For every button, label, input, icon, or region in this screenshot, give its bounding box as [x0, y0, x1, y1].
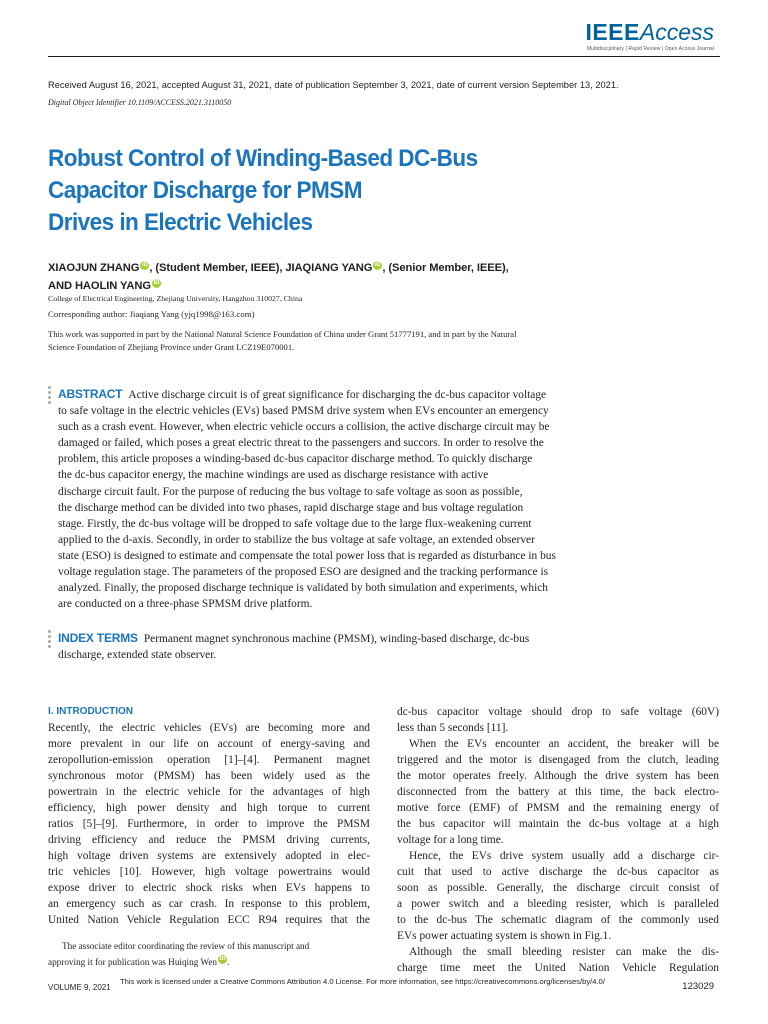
body-line: zeropollution-emission operation [1]–[4]. Permanent magnet: [48, 754, 370, 766]
author-role: , (Senior Member, IEEE),: [382, 262, 509, 274]
brand-bold: IEEE: [585, 19, 640, 45]
abstract-line: are conducted on a three-phase SPMSM drive platform.: [58, 598, 313, 611]
section-heading: I. INTRODUCTION: [48, 706, 133, 717]
author-role: , (Student Member, IEEE),: [149, 262, 286, 274]
body-line: tric vehicles [10]. However, high voltage powertrains would: [48, 866, 370, 878]
footnote-line: The associate editor coordinating the review of this manuscript and: [62, 941, 310, 951]
corresponding-author: Corresponding author: Jiaqiang Yang (yjq1998@163.com): [48, 309, 255, 319]
abstract-line: the discharge method can be divided into two phases, rapid discharge stage and bus voltage regulation: [58, 501, 524, 514]
volume-label: VOLUME 9, 2021: [48, 983, 111, 992]
funding-note: [48, 328, 688, 354]
body-column-right: [397, 704, 719, 976]
abstract-line: discharge circuit fault. For the purpose of reducing the bus voltage to safe voltage as soon as possible,: [58, 485, 523, 498]
brand-italic: Access: [639, 19, 714, 45]
body-line: the bus capacitor will maintain the dc-bus voltage at a high: [397, 818, 719, 830]
body-line: expose driver to electric shock risks when EVs happens to: [48, 882, 370, 894]
page-number: 123029: [682, 981, 714, 992]
body-line: the motor operates freely. Although the drive system has been: [397, 770, 719, 782]
body-line: driving efficiency and reduce the PMSM driving currents,: [48, 834, 370, 846]
abstract: [58, 386, 718, 612]
abstract-line: applied to the d-axis. Secondly, in order to stabilize the bus voltage at safe voltage, an extended observer: [58, 533, 535, 546]
title-line: Drives in Electric Vehicles: [48, 209, 313, 236]
footnote-line: approving it for publication was Huiqing Wen: [48, 957, 218, 967]
body-line: an emergency such as car crash. In response to this problem,: [48, 898, 370, 910]
body-line: ratios [5]–[9]. Furthermore, in order to improve the PMSM: [48, 818, 370, 830]
abstract-line: analyzed. Finally, the proposed discharge technique is validated by both simulation and experiments, which: [58, 582, 548, 595]
body-line: high voltage driven systems are extensively adopted in elec-: [48, 850, 370, 862]
body-line: motive force (EMF) of PMSM and the remaining energy of: [397, 802, 719, 814]
body-line: United Nation Vehicle Regulation ECC R94 requires that the: [48, 914, 370, 926]
body-line: EVs power actuating system is shown in Fig.1.: [397, 930, 612, 942]
body-line: dc-bus capacitor voltage should drop to safe voltage (60V): [397, 706, 719, 718]
journal-logo: [585, 20, 714, 52]
affiliation: College of Electrical Engineering, Zhejiang University, Hangzhou 310027, China: [48, 294, 303, 303]
editor-footnote: The associate editor coordinating the review of this manuscript and approving it for publication was Huiqing Wen iD .: [48, 938, 370, 970]
body-line: charge time meet the United Nation Vehicle Regulation: [397, 962, 719, 974]
body-line: powertrain in the electric vehicle for the advantages of high: [48, 786, 370, 798]
body-line: less than 5 seconds [11].: [397, 722, 509, 734]
abstract-line: the dc-bus capacitor energy, the machine windings are used as discharge resistance with active: [58, 469, 489, 482]
journal-tagline: Multidisciplinary | Rapid Review | Open Access Journal: [587, 46, 714, 52]
abstract-line: such as a crash event. However, when electric vehicle occurs a collision, the active discharge circuit may be: [58, 421, 550, 434]
abstract-line: problem, this article proposes a winding-based dc-bus capacitor discharge method. To quickly discharge: [58, 453, 533, 466]
author-list: [48, 259, 728, 295]
orcid-icon[interactable]: iD: [219, 956, 226, 962]
body-line: to the dc-bus The schematic diagram of the commonly used: [397, 914, 719, 926]
funding-line: This work was supported in part by the National Natural Science Foundation of China under Grant 51777191, and in part by the Natural: [48, 329, 517, 339]
abstract-line: stage. Firstly, the dc-bus voltage will be dropped to safe voltage due to the large flux-weakening current: [58, 517, 532, 530]
received-dates: Received August 16, 2021, accepted August 31, 2021, date of publication September 3, 2021, date of current version September 13, 2021.: [48, 80, 619, 90]
abstract-line: Active discharge circuit is of great significance for discharging the dc-bus capacitor voltage: [128, 389, 547, 401]
abstract-line: damaged or failed, which poses a great electric threat to the passengers and succors. In order to resolve the: [58, 437, 544, 450]
index-terms-line: discharge, extended state observer.: [58, 649, 217, 662]
body-line: Although the small bleeding resister can make the dis-: [409, 946, 719, 958]
header-divider: [48, 56, 720, 57]
license-note[interactable]: This work is licensed under a Creative Commons Attribution 4.0 License. For more information, see https://creativecommons.org/licenses/by/4.0/: [120, 977, 605, 986]
index-terms: [58, 630, 718, 663]
body-line: voltage for a long time.: [397, 834, 504, 846]
body-line: soon as possible. Generally, the discharge circuit consist of: [397, 882, 719, 894]
abstract-label: ABSTRACT: [58, 387, 123, 401]
abstract-line: state (ESO) is designed to estimate and compensate the total power loss that is regarded as disturbance in bus: [58, 549, 556, 562]
orcid-icon[interactable]: iD: [153, 280, 160, 286]
author-name[interactable]: AND HAOLIN YANG: [48, 280, 151, 292]
body-line: synchronous motor (PMSM) has been widely used as the: [48, 770, 370, 782]
body-line: a power switch and a bleeding resister, which is paralleled: [397, 898, 719, 910]
orcid-icon[interactable]: iD: [141, 262, 148, 268]
abstract-line: voltage regulation stage. The parameters of the proposed ESO are designed and the tracking performance is: [58, 566, 549, 579]
body-line: disconnected from the battery at this time, the back electro-: [397, 786, 719, 798]
body-line: Recently, the electric vehicles (EVs) are becoming more and: [48, 722, 370, 734]
body-line: triggered and the motor is disengaged from the clutch, leading: [397, 754, 719, 766]
index-terms-marker-icon: [48, 630, 51, 650]
abstract-line: to safe voltage in the electric vehicles (EVs) based PMSM drive system when EVs encounter an emergency: [58, 405, 549, 418]
paper-title: [48, 143, 637, 239]
funding-line: Science Foundation of Zhejiang Province under Grant LCZ19E070001.: [48, 342, 295, 352]
index-terms-line: Permanent magnet synchronous machine (PMSM), winding-based discharge, dc-bus: [143, 633, 530, 645]
body-column-left: [48, 704, 370, 928]
body-line: efficiency, high power density and high torque to current: [48, 802, 370, 814]
orcid-icon[interactable]: iD: [374, 262, 381, 268]
title-line: Capacitor Discharge for PMSM: [48, 177, 362, 204]
body-line: more prevalent in our life on account of energy-saving and: [48, 738, 370, 750]
index-terms-label: INDEX TERMS: [58, 631, 138, 645]
doi-line: Digital Object Identifier 10.1109/ACCESS.2021.3110050: [48, 98, 232, 107]
body-line: Hence, the EVs drive system usually add a discharge cir-: [409, 850, 719, 862]
body-line: When the EVs encounter an accident, the breaker will be: [409, 738, 719, 750]
abstract-marker-icon: [48, 386, 51, 406]
author-name[interactable]: XIAOJUN ZHANG: [48, 262, 140, 274]
author-name[interactable]: JIAQIANG YANG: [285, 262, 373, 274]
body-line: cuit that used to active discharge the dc-bus capacitor as: [397, 866, 719, 878]
title-line: Robust Control of Winding-Based DC-Bus: [48, 145, 478, 172]
